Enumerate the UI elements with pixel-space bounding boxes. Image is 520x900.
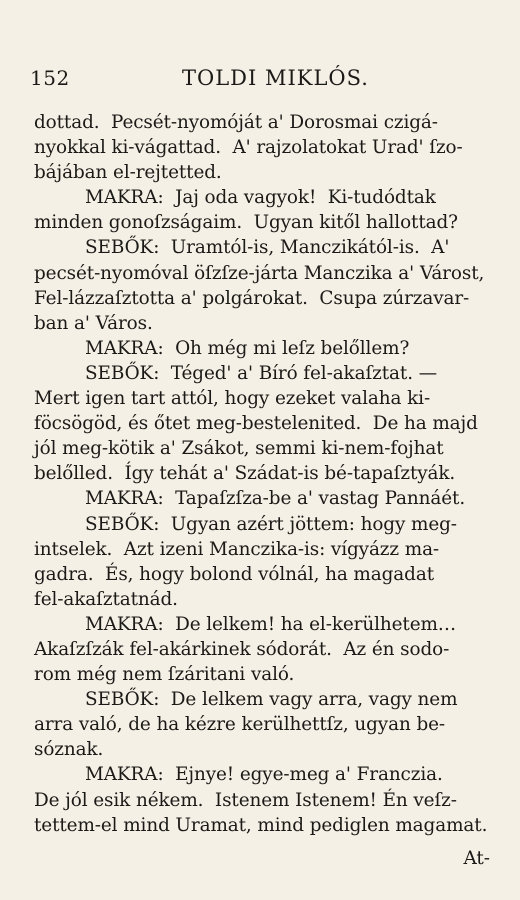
text-line: Akaſzſzák fel-akárkinek sódorát. Az én sodo- <box>34 638 450 660</box>
running-title: TOLDI MIKLÓS. <box>182 66 369 90</box>
text-line: ban a' Város. <box>34 312 153 334</box>
text-line: jól meg-kötik a' Zsákot, semmi ki-nem-fojhat <box>34 438 444 460</box>
text-line: Mert igen tart attól, hogy ezeket valaha ki- <box>34 388 431 410</box>
text-line: arra való, de ha kézre kerülhettſz, ugyan be- <box>34 714 446 736</box>
text-line: pecsét-nyomóval öſzſze-járta Manczika a' Várost, <box>34 262 485 284</box>
text-line: sóznak. <box>34 739 104 761</box>
text-line: minden gonoſzságaim. Ugyan kitől hallottad? <box>34 212 458 234</box>
page-number: 152 <box>30 66 70 90</box>
text-line: belőlled. Így tehát a' Szádat-is bé-tapaſztyák. <box>34 463 456 485</box>
text-line: rom még nem ſzáritani való. <box>34 664 295 686</box>
dialogue-line: MAKRA: Tapaſzſza-be a' vastag Pannáét. <box>85 488 466 510</box>
text-line: Fel-lázzaſztotta a' polgárokat. Csupa zúrzavar- <box>34 287 470 309</box>
text-line: dottad. Pecsét-nyomóját a' Dorosmai czigá- <box>34 112 438 133</box>
text-line: fel-akaſztatnád. <box>34 588 178 610</box>
text-line: föcsögöd, és őtet meg-bestelenited. De ha majd <box>34 413 478 435</box>
dialogue-line: MAKRA: Ejnye! egye-meg a' Franczia. <box>85 764 443 786</box>
text-line: gadra. És, hogy bolond vólnál, ha magadat <box>34 563 434 585</box>
dialogue-line: SEBŐK: Uramtól-is, Manczikától-is. A' <box>85 237 450 259</box>
text-line: tettem-el mind Uramat, mind pediglen magamat. <box>34 814 488 836</box>
dialogue-line: SEBŐK: De lelkem vagy arra, vagy nem <box>85 689 458 711</box>
catchword: At- <box>463 848 490 869</box>
page-body <box>34 110 500 838</box>
text-line: intselek. Azt izeni Manczika-is: vígyázz ma- <box>34 538 440 560</box>
text-line: nyokkal ki-vágattad. A' rajzolatokat Urad' ſzo- <box>34 137 463 159</box>
page-header <box>30 66 480 100</box>
text-line: bájában el-rejtetted. <box>34 162 222 184</box>
text-line: De jól esik nékem. Istenem Istenem! Én veſz- <box>34 789 457 811</box>
dialogue-line: MAKRA: De lelkem! ha el-kerülhetem… <box>85 613 457 635</box>
dialogue-line: SEBŐK: Téged' a' Bíró fel-akaſztat. — <box>85 362 437 384</box>
dialogue-line: MAKRA: Oh még mi leſz belőllem? <box>85 337 410 359</box>
dialogue-line: SEBŐK: Ugyan azért jöttem: hogy meg- <box>85 513 457 535</box>
dialogue-line: MAKRA: Jaj oda vagyok! Ki-tudódtak <box>85 187 436 209</box>
